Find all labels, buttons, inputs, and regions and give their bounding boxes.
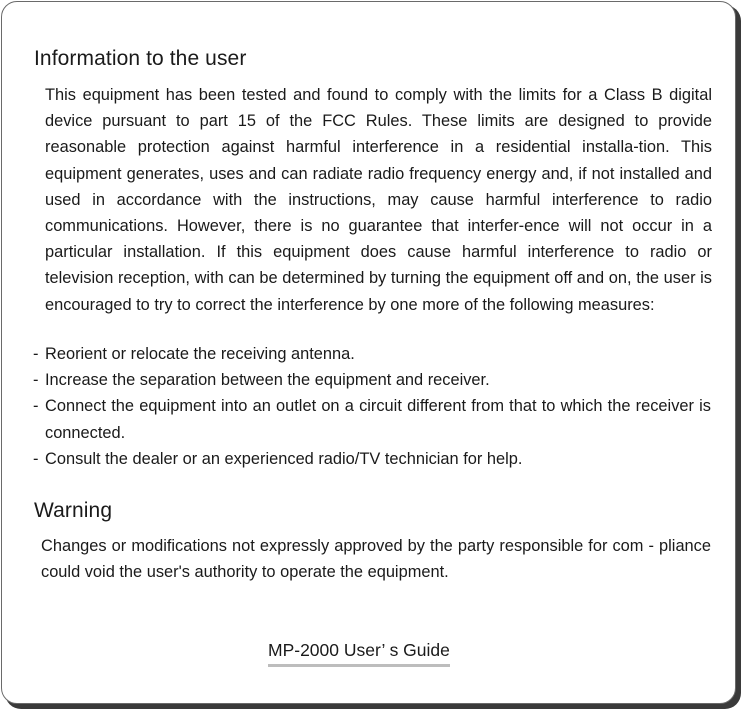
info-paragraph: This equipment has been tested and found to comply with the limits for a Class B digital device pursuant to part 15 of the FCC Rules. These limits are designed to provide reasonable protection against harmful interference in a residential installa-tion. This equipment generates, uses and can radiate radio frequency energy and, if not installed and used in accordance with the instructions, may cause harmful interference to radio communications. However, there is no guarantee that interfer-ence will not occur in a particular installation. If this equipment does cause harmful interference to radio or television reception, with can be determined by turning the equipment off and on, the user is encouraged to try to correct the interference by one more of the following measures:: [45, 86, 712, 314]
measure-text: Consult the dealer or an experienced radio/TV technician for help.: [45, 449, 523, 468]
bullet-dash: -: [33, 397, 39, 416]
warning-heading: Warning: [34, 499, 113, 522]
measures-list: [33, 341, 711, 472]
measure-item: [33, 341, 711, 367]
measure-item: [33, 393, 711, 445]
footer-title: MP-2000 User’ s Guide: [268, 640, 450, 667]
measure-text: Reorient or relocate the receiving antenna.: [45, 345, 355, 363]
info-heading: Information to the user: [34, 47, 247, 70]
measure-item: [33, 367, 711, 393]
measure-text: Connect the equipment into an outlet on a circuit different from that to which the receiver is connected.: [45, 397, 711, 442]
measure-text: Increase the separation between the equipment and receiver.: [45, 371, 490, 390]
measure-item: [33, 446, 711, 472]
bullet-dash: -: [33, 449, 39, 468]
bullet-dash: -: [33, 371, 39, 390]
bullet-dash: -: [33, 345, 39, 363]
warning-paragraph: Changes or modifications not expressly approved by the party responsible for com - pliance could void the user's authority to operate the equipment.: [41, 537, 711, 582]
